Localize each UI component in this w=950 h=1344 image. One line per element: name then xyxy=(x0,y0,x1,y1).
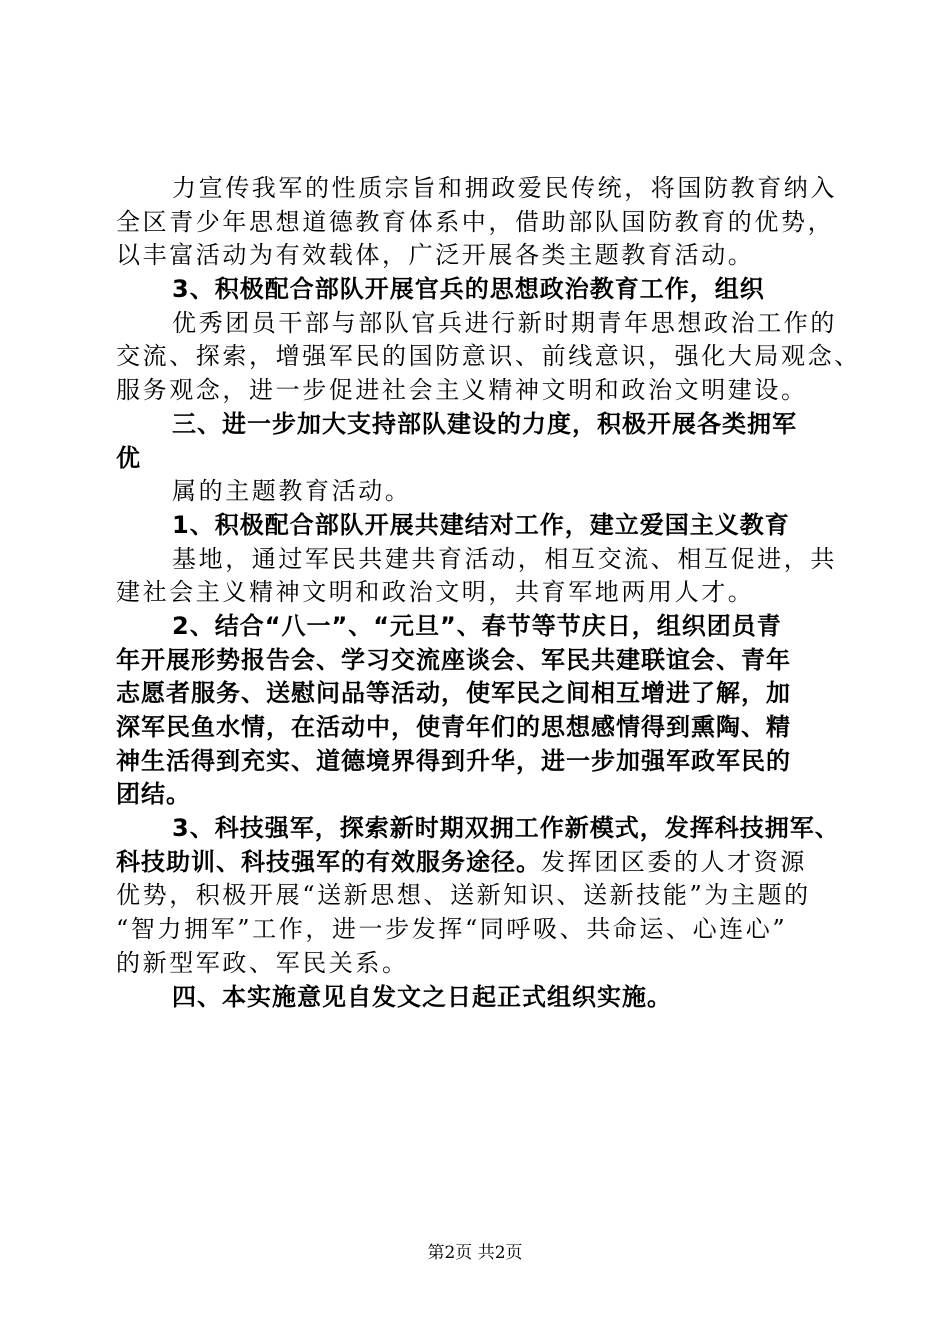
item-heading-line: 1、积极配合部队开展共建结对工作，建立爱国主义教育 xyxy=(172,510,790,539)
item-paragraph-line: 志愿者服务、送慰问品等活动，使军民之间相互增进了解，加 xyxy=(116,679,791,708)
section-heading-line: 三、进一步加大支持部队建设的力度，积极开展各类拥军 xyxy=(172,409,797,438)
paragraph-line: 交流、探索，增强军民的国防意识、前线意识，强化大局观念、 xyxy=(116,342,861,371)
page-number-footer: 第2页 共2页 xyxy=(427,1243,523,1263)
paragraph-line: 基地，通过军民共建共育活动，相互交流、相互促进，共 xyxy=(172,544,837,573)
paragraph-line: 优秀团员干部与部队官兵进行新时期青年思想政治工作的 xyxy=(172,308,837,337)
section-heading-line: 优 xyxy=(116,443,141,472)
paragraph-line: 建社会主义精神文明和政治文明，共育军地两用人才。 xyxy=(116,578,755,607)
paragraph-line: 全区青少年思想道德教育体系中，借助部队国防教育的优势， xyxy=(116,207,835,236)
item-heading-line: 3、积极配合部队开展官兵的思想政治教育工作，组织 xyxy=(172,275,765,304)
item-paragraph-line: 3、科技强军，探索新时期双拥工作新模式，发挥科技拥军、 xyxy=(172,814,840,843)
paragraph-line: 服务观念，进一步促进社会主义精神文明和政治文明建设。 xyxy=(116,376,808,405)
item-paragraph-line: 年开展形势报告会、学习交流座谈会、军民共建联谊会、青年 xyxy=(116,645,791,674)
light-segment: 发挥团区委的人才资源 xyxy=(541,847,807,876)
bold-segment: 科技助训、科技强军的有效服务途径。 xyxy=(116,847,541,876)
paragraph-line: 力宣传我军的性质宗旨和拥政爱民传统，将国防教育纳入 xyxy=(172,174,837,202)
section-heading-line: 四、本实施意见自发文之日起正式组织实施。 xyxy=(172,982,672,1011)
paragraph-line: 以丰富活动为有效载体，广泛开展各类主题教育活动。 xyxy=(116,241,755,270)
item-paragraph-line: 团结。 xyxy=(116,780,191,809)
item-paragraph-line: 2、结合“八一”、“元旦”、春节等节庆日，组织团员青 xyxy=(172,611,782,640)
paragraph-line: 属的主题教育活动。 xyxy=(172,477,412,506)
item-paragraph-line: 神生活得到充实、道德境界得到升华，进一步加强军政军民的 xyxy=(116,746,791,775)
mixed-paragraph-line xyxy=(116,846,846,880)
paragraph-line: 的新型军政、军民关系。 xyxy=(116,948,409,977)
paragraph-line: 优势，积极开展“送新思想、送新知识、送新技能”为主题的 xyxy=(116,881,811,910)
document-body xyxy=(116,172,861,1014)
item-paragraph-line: 深军民鱼水情，在活动中，使青年们的思想感情得到熏陶、精 xyxy=(116,713,791,741)
paragraph-line: “智力拥军”工作，进一步发挥“同呼吸、共命运、心连心” xyxy=(116,915,788,944)
